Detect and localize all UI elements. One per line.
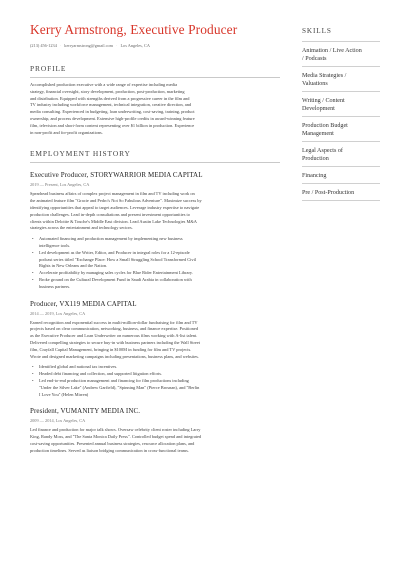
text-line: Pre / Post-Production — [302, 189, 355, 196]
skill-item — [302, 184, 380, 201]
text-line: business partners. — [39, 283, 71, 289]
text-line: TV industry including workforce management, technical integration, creative direction, and — [30, 102, 192, 108]
achievement-item — [39, 277, 280, 291]
job-list — [30, 171, 280, 454]
text-line: Identified global and national tax incentives. — [39, 364, 118, 370]
text-line: strategy, financial oversight, story development, production, post-production, marketing — [30, 88, 185, 94]
text-line: cost-saving opportunities. Presented annual business strategies, resource allocation plans, and — [30, 440, 195, 446]
text-line: Headed debt financing and collection, and supported litigation efforts. — [39, 371, 163, 377]
skill-item — [302, 67, 380, 92]
text-line: Accelerate profitability by managing sales cycles for Blue Rider Entertainment Library. — [39, 270, 193, 276]
job-dates-location: 2009 — 2014, Los Angeles, CA — [30, 418, 86, 424]
text-line: Automated financing and production management by implementing new business — [39, 236, 183, 242]
text-line: Led finance and production for major talk shows. Oversaw celebrity client roster including Larry — [30, 427, 201, 433]
text-line: as the Executive Producer and Loan Underwriter on numerous films working with A-list talent. — [30, 333, 198, 339]
text-line: Development — [302, 105, 335, 112]
text-line: Animation / Live Action — [302, 47, 362, 54]
main-column — [30, 22, 280, 454]
text-line: podcast series titled "Exchange Place: How a Small Struggling School Transformed Civil — [39, 256, 197, 262]
skill-item — [302, 167, 380, 184]
job-description — [30, 320, 280, 361]
profile-heading: PROFILE — [30, 64, 67, 73]
text-line: Accomplished production executive with a wide range of expertise including media — [30, 82, 178, 87]
skill-item — [302, 92, 380, 117]
text-line: Production — [302, 155, 329, 162]
text-line: intelligence tools. — [39, 242, 71, 248]
text-line: Delivered compelling strategies to secure buy-in with business partners including the Wall Street — [30, 339, 201, 345]
text-line: film, television and short-form content representing over $1 billion in production. Experience — [30, 122, 195, 128]
text-line: Production Budget — [302, 122, 348, 129]
text-line: King, Randy Moss, and "The Santa Monica Daily Press". Controlled budget spend and integrated — [30, 434, 202, 440]
achievement-item — [39, 270, 280, 277]
text-line: Writing / Content — [302, 97, 345, 104]
achievement-list — [30, 364, 280, 398]
employment-heading: EMPLOYMENT HISTORY — [30, 149, 131, 159]
achievement-item — [39, 250, 280, 270]
job-title: Executive Producer, STORYWARRIOR MEDIA CAPITAL — [30, 171, 203, 180]
text-line: identifying opportunities that appeal to target audiences. Leverage industry expertise to navigate — [30, 204, 200, 210]
text-line: Earned recognition and exponential success in multi-million-dollar fundraising for film and TV — [30, 319, 198, 325]
contact-line: (213) 456-1234 · kerryarmstrong@gmail.com · Los Angeles, CA — [30, 43, 150, 48]
employment-divider — [30, 162, 280, 163]
text-line: Legal Aspects of — [302, 147, 343, 154]
text-line: projects based on clear communication, networking, business, and finance expertise. Positioned — [30, 326, 199, 332]
text-line: in non-profit and for-profit organizations. — [30, 129, 103, 135]
job-dates-location: 2014 — 2019, Los Angeles, CA — [30, 310, 86, 316]
achievement-item — [39, 236, 280, 250]
text-line: Financing — [302, 172, 327, 179]
skill-item — [302, 42, 380, 67]
text-line: Media Strategies / — [302, 72, 347, 79]
location: Los Angeles, CA — [120, 43, 150, 48]
text-line: Valuations — [302, 80, 328, 87]
profile-text — [30, 82, 280, 136]
job-title: Producer, VX119 MEDIA CAPITAL — [30, 299, 137, 308]
text-line: film, Crayfall Capital Management, bringing in $100M in funding for film and TV projects. — [30, 346, 192, 352]
text-line: media consulting. Experienced in budgeting, loan underwriting, cost-saving, training, product — [30, 109, 195, 115]
text-line: Wrote and designed marketing campaigns including presentations, business plans, and websites. — [30, 353, 199, 359]
text-line: Led end-to-end production management and financing for film productions including — [39, 377, 189, 383]
text-line: production timelines. Served as liaison bridging communication in cross-functional teams. — [30, 447, 189, 453]
achievement-list — [30, 236, 280, 290]
skills-list — [302, 41, 380, 201]
text-line: the animated feature film "Gracie and Pedro's Not So Fabulous Adventure". Maximize success by — [30, 198, 202, 204]
text-line: clients within Deloitte & Touche's Middle East division. Lead Austin Lake Technologies M&A — [30, 218, 197, 224]
skill-item — [302, 117, 380, 142]
text-line: Broke ground on the Cultural Development Fund in Saudi Arabia in collaboration with — [39, 276, 192, 282]
skill-item — [302, 142, 380, 167]
text-line: / Podcasts — [302, 55, 327, 62]
text-line: Spearhead business affairs of complex project management in film and TV including work on — [30, 191, 195, 197]
text-line: I Love You" (Helen Mirren) — [39, 391, 89, 397]
email-address: kerryarmstrong@gmail.com — [64, 43, 113, 48]
achievement-item — [39, 378, 280, 398]
job-title: President, VUMANITY MEDIA INC. — [30, 407, 141, 416]
text-line: "Under the Silver Lake" (Andrew Garfield), "Spinning Man" (Pierce Brosnan), and "Berlin — [39, 384, 200, 390]
job-description — [30, 191, 280, 232]
text-line: ownership, and process development. Extensive high-profile credits in award-winning feature — [30, 115, 195, 121]
phone-number: (213) 456-1234 — [30, 43, 57, 48]
text-line: and distribution. Equipped with strengths derived from a progressive career in the film and — [30, 95, 190, 101]
job-dates-location: 2019 — Present, Los Angeles, CA — [30, 182, 90, 188]
text-line: production challenges. Lead in-depth consultations and present investment opportunities to — [30, 211, 190, 217]
text-line: Management — [302, 130, 334, 137]
skills-heading: SKILLS — [302, 27, 332, 35]
achievement-item — [39, 364, 280, 371]
sidebar — [302, 27, 380, 201]
text-line: Led development as the Writer, Editor, and Producer in integral roles for a 12-episode — [39, 249, 190, 255]
candidate-name: Kerry Armstrong, Executive Producer — [30, 22, 238, 37]
job-description — [30, 427, 280, 454]
achievement-item — [39, 371, 280, 378]
text-line: Rights in New Orleans and the Nation. — [39, 263, 108, 269]
profile-divider — [30, 77, 280, 78]
text-line: strategies across the entertainment and technology sectors. — [30, 225, 133, 231]
